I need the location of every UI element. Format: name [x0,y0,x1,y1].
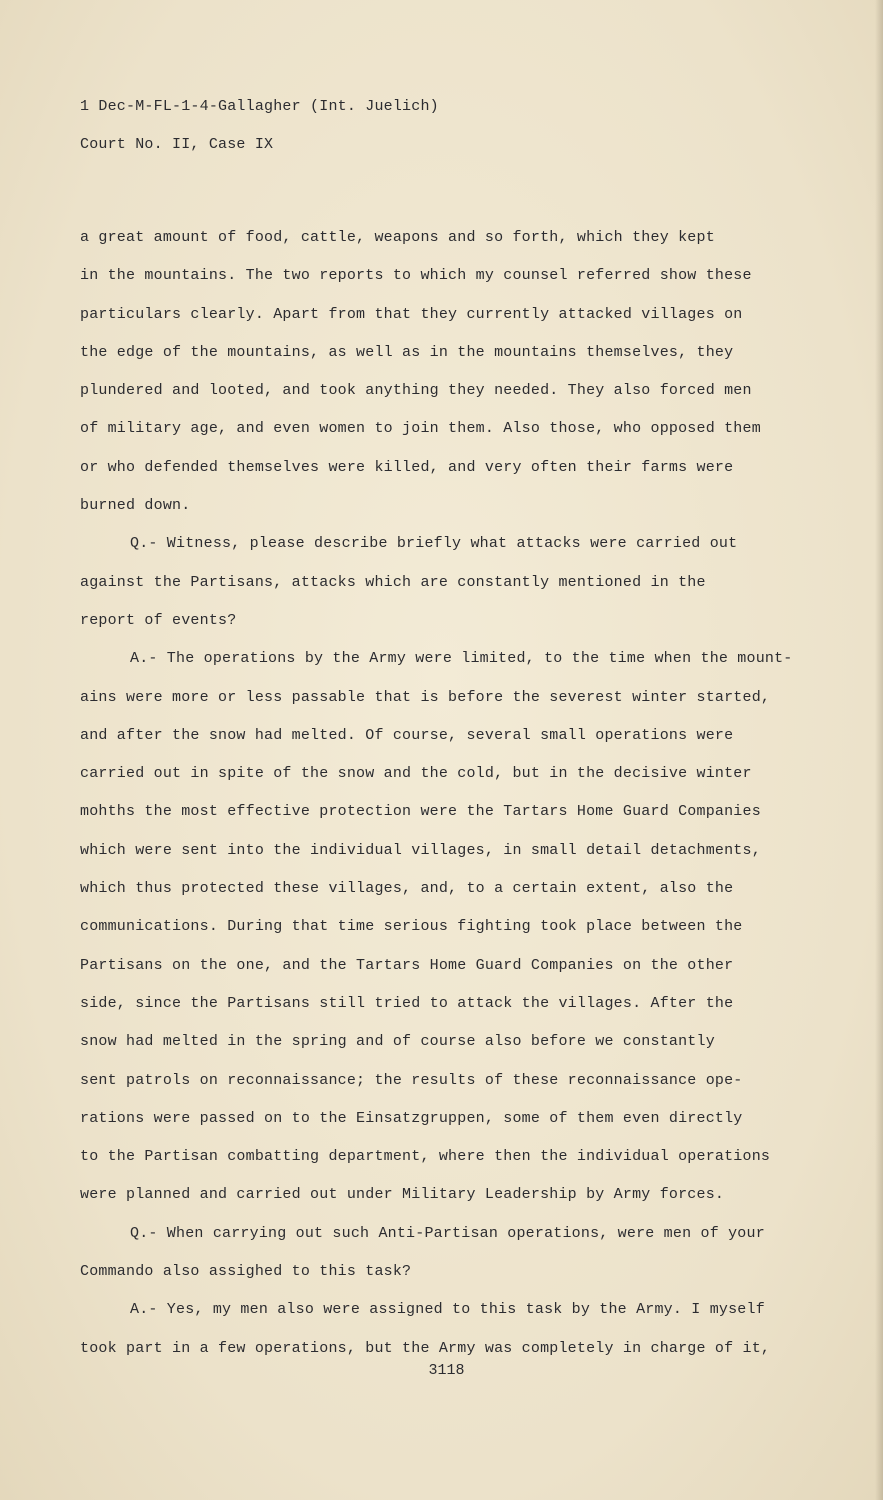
transcript-line: burned down. [80,497,191,515]
transcript-line: snow had melted in the spring and of course also before we constantly [80,1033,715,1051]
transcript-line: in the mountains. The two reports to which my counsel referred show these [80,267,752,285]
transcript-line: Partisans on the one, and the Tartars Home Guard Companies on the other [80,956,734,974]
transcript-line: took part in a few operations, but the Army was completely in charge of it, [80,1339,771,1357]
transcript-line: mohths the most effective protection were the Tartars Home Guard Companies [80,803,761,821]
transcript-line: which were sent into the individual villages, in small detail detachments, [80,841,761,859]
transcript-line: were planned and carried out under Military Leadership by Army forces. [80,1186,725,1204]
transcript-line: Commando also assighed to this task? [80,1263,412,1281]
transcript-body [80,219,820,1368]
transcript-line: side, since the Partisans still tried to attack the villages. After the [80,994,734,1012]
transcript-line: rations were passed on to the Einsatzgruppen, some of them even directly [80,1109,743,1127]
transcript-line: carried out in spite of the snow and the cold, but in the decisive winter [80,765,752,783]
question-line: Q.- When carrying out such Anti-Partisan operations, were men of your [130,1224,765,1242]
transcript-line: a great amount of food, cattle, weapons and so forth, which they kept [80,229,715,246]
transcript-line: and after the snow had melted. Of course, several small operations were [80,726,734,744]
transcript-line: the edge of the mountains, as well as in the mountains themselves, they [80,343,734,361]
transcript-line: of military age, and even women to join them. Also those, who opposed them [80,420,761,438]
transcript-line: ains were more or less passable that is before the severest winter started, [80,688,771,706]
header-court: Court No. II, Case IX [80,136,274,153]
transcript-line: particulars clearly. Apart from that they currently attacked villages on [80,305,743,323]
transcript-line: communications. During that time serious fighting took place between the [80,918,743,936]
transcript-line: or who defended themselves were killed, and very often their farms were [80,458,734,476]
page-edge-shadow [875,0,883,1500]
transcript-line: plundered and looted, and took anything they needed. They also forced men [80,382,752,400]
transcript-line: which thus protected these villages, and, to a certain extent, also the [80,880,734,898]
transcript-line: sent patrols on reconnaissance; the results of these reconnaissance ope- [80,1071,743,1089]
header-reference: 1 Dec-M-FL-1-4-Gallagher (Int. Juelich) [80,98,439,115]
answer-line: A.- The operations by the Army were limited, to the time when the mount- [130,650,793,668]
transcript-line: to the Partisan combatting department, where then the individual operations [80,1148,771,1166]
page-number: 3118 [428,1362,465,1379]
question-line: Q.- Witness, please describe briefly what attacks were carried out [130,535,738,553]
document-header [80,88,439,164]
answer-line: A.- Yes, my men also were assigned to this task by the Army. I myself [130,1301,765,1319]
transcript-line: against the Partisans, attacks which are constantly mentioned in the [80,573,706,591]
transcript-line: report of events? [80,611,237,629]
